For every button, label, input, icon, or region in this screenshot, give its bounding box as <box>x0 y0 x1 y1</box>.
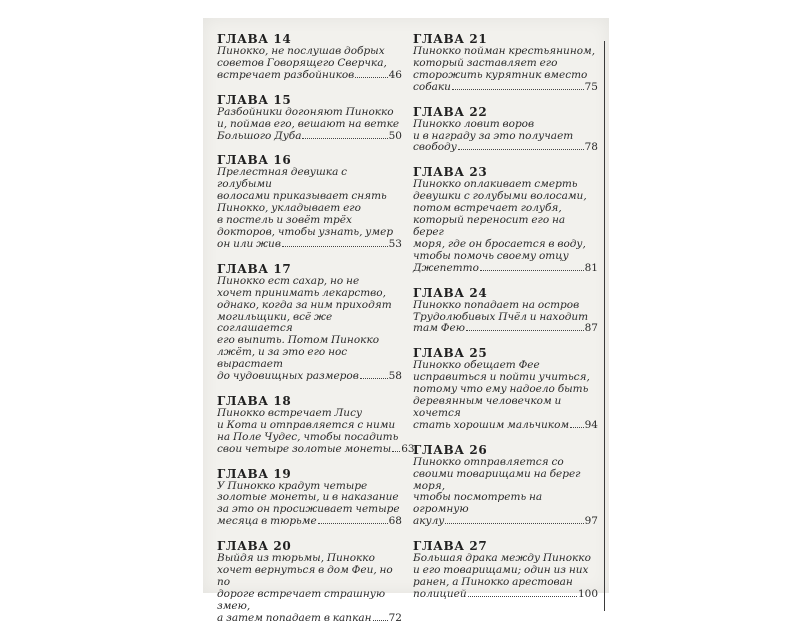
chapter-summary-line: а затем попадает в капкан <box>217 611 372 624</box>
chapter-summary-last-line <box>217 131 402 143</box>
chapter-summary-line: акулу <box>413 515 445 528</box>
chapter-summary-line: в постель и зовёт трёх <box>217 214 352 227</box>
chapter-heading: ГЛАВА 16 <box>217 153 292 168</box>
chapter-summary-line: он или жив <box>217 237 281 250</box>
column-divider <box>604 41 605 611</box>
chapter-summary-line: потом встречает голубя, <box>413 202 562 215</box>
chapter-summary-line: который переносит его на берег <box>413 214 566 238</box>
chapter-summary-line: Выйдя из тюрьмы, Пинокко <box>217 552 375 565</box>
chapter-heading: ГЛАВА 20 <box>217 539 292 554</box>
dot-leader <box>570 427 584 428</box>
chapter-summary-line: Пинокко, не послушав добрых <box>217 45 385 57</box>
chapter-summary-line: лжёт, и за это его нос вырастает <box>217 346 348 371</box>
chapter-summary-line: Пинокко, укладывает его <box>217 202 361 215</box>
dot-leader <box>302 138 387 139</box>
dot-leader <box>452 89 584 90</box>
chapter-summary-last-line <box>217 70 402 82</box>
page-number: 97 <box>584 515 598 528</box>
toc-entry-chapter-16 <box>217 153 402 250</box>
chapter-summary-last-line <box>413 420 598 432</box>
chapter-summary-line: стать хорошим мальчиком <box>413 418 570 431</box>
chapter-summary-line: там Фею <box>413 322 465 335</box>
toc-entry-chapter-15 <box>217 93 402 143</box>
chapter-summary-line: Джепетто <box>413 261 479 274</box>
chapter-summary-line: однако, когда за ним приходят <box>217 298 392 311</box>
page-number: 78 <box>584 141 598 154</box>
page-number: 87 <box>584 322 598 335</box>
chapter-summary-line: Большого Дуба <box>217 129 302 142</box>
chapter-heading: ГЛАВА 15 <box>217 92 292 107</box>
toc-entry-chapter-20 <box>217 539 402 624</box>
toc-entry-chapter-17 <box>217 262 402 383</box>
dot-leader <box>445 523 583 524</box>
chapter-summary-line: золотые монеты, и в наказание <box>217 491 399 504</box>
toc-right-column <box>413 32 598 601</box>
chapter-summary-line: Прелестная девушка с голубыми <box>217 166 348 191</box>
chapter-summary-line: его выпить. Потом Пинокко <box>217 334 380 347</box>
chapter-heading: ГЛАВА 22 <box>413 104 488 119</box>
dot-leader <box>355 77 387 78</box>
chapter-heading: ГЛАВА 21 <box>413 32 488 46</box>
chapter-summary-line: свободу <box>413 141 457 154</box>
chapter-heading: ГЛАВА 14 <box>217 32 292 46</box>
toc-left-column <box>217 32 415 625</box>
chapter-summary-line: Пинокко отправляется со <box>413 455 564 468</box>
chapter-summary-line: докторов, чтобы узнать, умер <box>217 225 394 238</box>
chapter-summary-line: и его товарищами; один из них <box>413 564 589 577</box>
chapter-summary-line: собаки <box>413 80 451 93</box>
chapter-summary-line: встречает разбойников <box>217 68 355 81</box>
dot-leader <box>392 451 400 452</box>
page-number: 100 <box>577 587 598 600</box>
chapter-summary-last-line <box>217 516 402 528</box>
chapter-summary-line: моря, где он бросается в воду, <box>413 237 586 250</box>
dot-leader <box>468 596 577 597</box>
chapter-summary-line: Большая драка между Пинокко <box>413 552 591 565</box>
chapter-heading: ГЛАВА 19 <box>217 466 292 481</box>
chapter-summary-line: Разбойники догоняют Пинокко <box>217 105 394 118</box>
toc-entry-chapter-26 <box>413 443 598 528</box>
page-number: 81 <box>584 261 598 274</box>
chapter-summary-line: хочет принимать лекарство, <box>217 286 386 299</box>
dot-leader <box>360 378 388 379</box>
chapter-summary-line: Пинокко ловит воров <box>413 117 535 130</box>
toc-entry-chapter-18 <box>217 393 415 456</box>
chapter-summary-line: девушки с голубыми волосами, <box>413 190 587 203</box>
chapter-summary-line: своими товарищами на берег моря, <box>413 467 581 492</box>
page-number: 50 <box>388 129 402 142</box>
chapter-heading: ГЛАВА 25 <box>413 346 488 361</box>
chapter-summary-line: Пинокко встречает Лису <box>217 406 363 419</box>
chapter-heading: ГЛАВА 27 <box>413 539 488 554</box>
page-number: 72 <box>388 611 402 624</box>
chapter-summary-line: Пинокко пойман крестьянином, <box>413 45 596 57</box>
chapter-summary-line: могильщики, всё же соглашается <box>217 310 333 335</box>
page-number: 46 <box>388 68 402 81</box>
chapter-summary-line: месяца в тюрьме <box>217 515 317 528</box>
toc-entry-chapter-27 <box>413 539 598 601</box>
chapter-summary-line: за это он просиживает четыре <box>217 503 400 516</box>
chapter-summary-line: который заставляет его <box>413 56 558 69</box>
chapter-heading: ГЛАВА 24 <box>413 285 488 300</box>
chapter-summary-last-line <box>217 371 402 383</box>
chapter-summary-line: Пинокко оплакивает смерть <box>413 178 578 191</box>
chapter-summary-line: ранен, а Пинокко арестован <box>413 576 573 588</box>
chapter-summary-line: и, поймав его, вешают на ветке <box>217 117 400 130</box>
page-number: 63 <box>401 442 415 455</box>
chapter-summary-line: дороге встречает страшную змею, <box>217 587 386 612</box>
chapter-summary-line: У Пинокко крадут четыре <box>217 479 368 492</box>
page-number: 68 <box>388 515 402 528</box>
chapter-summary-line: до чудовищных размеров <box>217 370 359 383</box>
toc-entry-chapter-21 <box>413 32 598 94</box>
page-number: 94 <box>584 418 598 431</box>
chapter-summary-line: Пинокко обещает Фее <box>413 359 540 372</box>
chapter-heading: ГЛАВА 23 <box>413 165 488 180</box>
dot-leader <box>480 270 584 271</box>
dot-leader <box>458 149 584 150</box>
toc-entry-chapter-23 <box>413 165 598 274</box>
chapter-summary-line: потому что ему надоело быть <box>413 383 589 396</box>
chapter-heading: ГЛАВА 26 <box>413 442 488 457</box>
chapter-summary-last-line <box>413 82 598 94</box>
chapter-summary-last-line <box>413 263 598 275</box>
book-page <box>203 18 609 624</box>
chapter-heading: ГЛАВА 17 <box>217 261 292 276</box>
dot-leader <box>373 620 388 621</box>
chapter-summary-last-line <box>217 613 402 625</box>
chapter-summary-line: и Кота и отправляется с ними <box>217 418 396 431</box>
chapter-summary-line: сторожить курятник вместо <box>413 68 588 81</box>
toc-entry-chapter-25 <box>413 346 598 431</box>
toc-entry-chapter-22 <box>413 105 598 155</box>
page-number: 53 <box>388 237 402 250</box>
page-number: 75 <box>584 80 598 93</box>
chapter-summary-line: свои четыре золотые монеты <box>217 442 392 455</box>
chapter-summary-line: на Поле Чудес, чтобы посадить <box>217 430 399 443</box>
page-number: 58 <box>388 370 402 383</box>
chapter-summary-last-line <box>217 239 402 251</box>
chapter-summary-line: деревянным человечком и хочется <box>413 395 562 419</box>
toc-entry-chapter-19 <box>217 467 402 529</box>
chapter-summary-last-line <box>413 516 598 528</box>
chapter-summary-line: чтобы помочь своему отцу <box>413 249 569 262</box>
dot-leader <box>282 246 388 247</box>
chapter-summary-line: чтобы посмотреть на огромную <box>413 491 543 516</box>
chapter-summary-line: Трудолюбивых Пчёл и находит <box>413 310 589 323</box>
toc-entry-chapter-24 <box>413 286 598 336</box>
chapter-summary-line: Пинокко попадает на остров <box>413 298 580 311</box>
chapter-summary-line: исправиться и пойти учиться, <box>413 371 590 384</box>
toc-entry-chapter-14 <box>217 32 402 82</box>
chapter-summary-last-line <box>413 142 598 154</box>
chapter-summary-line: советов Говорящего Сверчка, <box>217 56 387 69</box>
chapter-summary-last-line <box>413 589 598 601</box>
dot-leader <box>466 330 584 331</box>
chapter-summary-line: Пинокко ест сахар, но не <box>217 274 360 287</box>
chapter-summary-last-line <box>217 442 415 456</box>
chapter-summary-line: полицией <box>413 587 467 600</box>
chapter-summary-last-line <box>413 323 598 335</box>
dot-leader <box>318 523 388 524</box>
chapter-summary-line: и в награду за это получает <box>413 129 574 142</box>
chapter-summary-line: волосами приказывает снять <box>217 190 387 203</box>
chapter-heading: ГЛАВА 18 <box>217 393 292 408</box>
chapter-summary-line: хочет вернуться в дом Феи, но по <box>217 564 393 588</box>
